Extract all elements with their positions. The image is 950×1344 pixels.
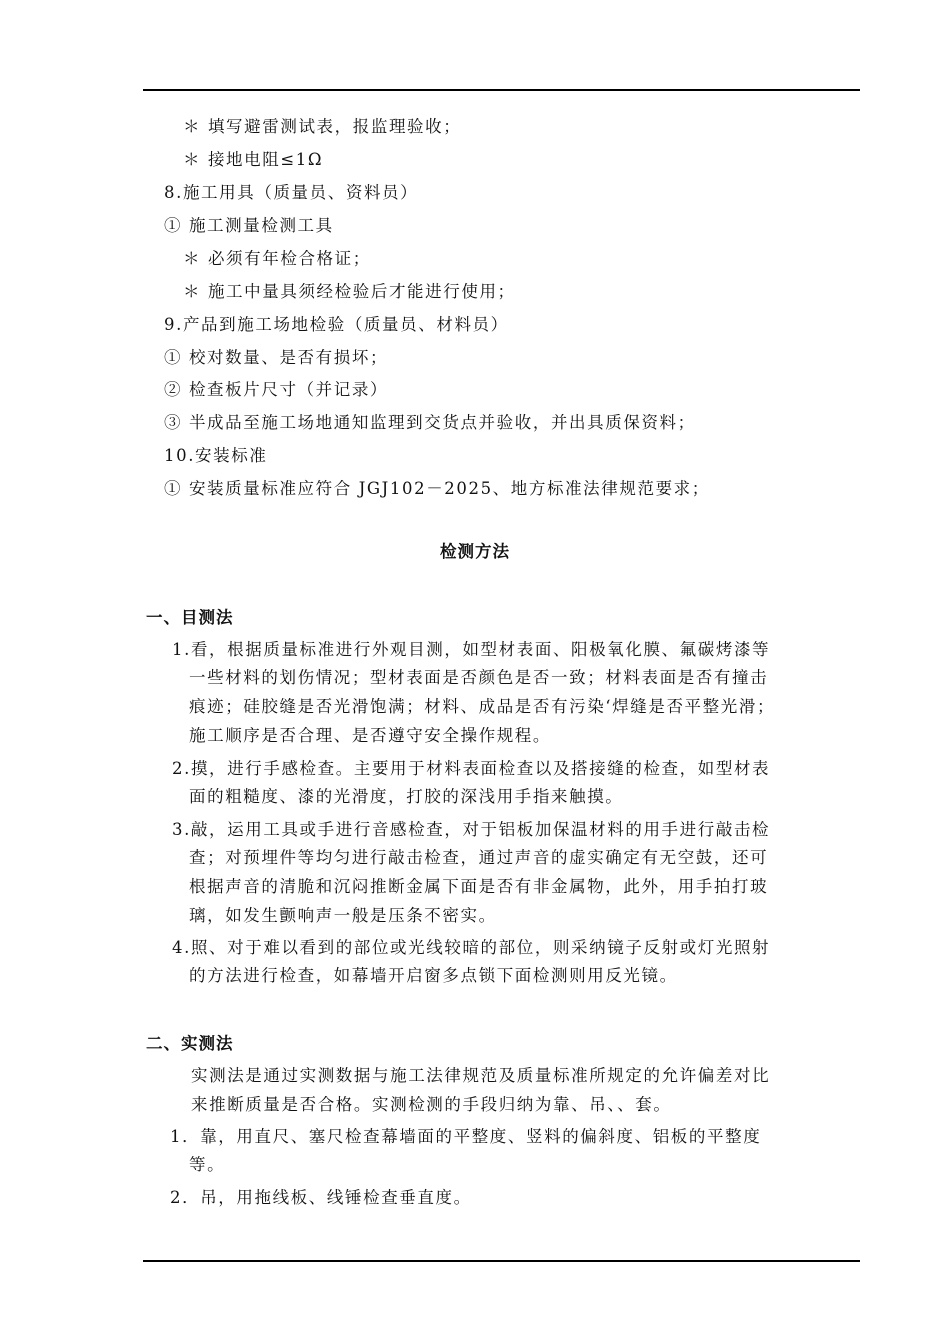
header-rule — [143, 89, 860, 91]
paragraph-line: 查；对预埋件等均匀进行敲击检查，通过声音的虚实确定有无空鼓，还可 — [189, 848, 769, 867]
list-item: ＊ 接地电阻≤1Ω — [183, 150, 324, 169]
list-item: ＊ 填写避雷测试表，报监理验收； — [183, 117, 462, 136]
list-item: ＊ 施工中量具须经检验后才能进行使用； — [183, 282, 516, 301]
paragraph-line: 面的粗糙度、漆的光滑度，打胶的深浅用手指来触摸。 — [189, 787, 624, 806]
list-item: 10.安装标准 — [164, 446, 268, 465]
paragraph-line: 施工顺序是否合理、是否遵守安全操作规程。 — [189, 726, 551, 745]
section-title: 检测方法 — [440, 542, 510, 561]
list-item: ＊ 必须有年检合格证； — [183, 249, 371, 268]
paragraph-line: 来推断质量是否合格。实测检测的手段归纳为靠、吊、、套。 — [191, 1095, 672, 1114]
list-item: 9.产品到施工场地检验（质量员、材料员） — [164, 315, 509, 334]
list-item: ② 检查板片尺寸（并记录） — [164, 380, 389, 399]
list-item: ① 施工测量检测工具 — [164, 216, 334, 235]
visual-method-heading: 一、目测法 — [146, 608, 234, 627]
paragraph-line: 痕迹；硅胶缝是否光滑饱满；材料、成品是否有污染‘焊缝是否平整光滑； — [189, 697, 776, 716]
list-item: ③ 半成品至施工场地通知监理到交货点并验收，并出具质保资料； — [164, 413, 696, 432]
paragraph-line: 的方法进行检查，如幕墙开启窗多点锁下面检测则用反光镜。 — [189, 966, 678, 985]
paragraph-line: 4.照、对于难以看到的部位或光线较暗的部位，则采纳镜子反射或灯光照射 — [172, 938, 771, 957]
paragraph-line: 根据声音的清脆和沉闷推断金属下面是否有非金属物，此外，用手拍打玻 — [189, 877, 769, 896]
paragraph-line: 实测法是通过实测数据与施工法律规范及质量标准所规定的允许偏差对比 — [191, 1066, 771, 1085]
paragraph-line: 2.摸，进行手感检查。主要用于材料表面检查以及搭接缝的检查，如型材表 — [172, 759, 771, 778]
paragraph-line: 1．靠，用直尺、塞尺检查幕墙面的平整度、竖料的偏斜度、铝板的平整度 — [170, 1127, 762, 1146]
footer-rule — [143, 1260, 860, 1262]
paragraph-line: 璃，如发生颤响声一般是压条不密实。 — [189, 906, 497, 925]
measure-method-heading: 二、实测法 — [146, 1034, 234, 1053]
paragraph-line: 3.敲，运用工具或手进行音感检查，对于铝板加保温材料的用手进行敲击检 — [172, 820, 771, 839]
list-item: ① 安装质量标准应符合 JGJ102－2025、地方标准法律规范要求； — [164, 479, 710, 498]
paragraph-line: 2．吊，用拖线板、线锤检查垂直度。 — [170, 1188, 472, 1207]
paragraph-line: 等。 — [189, 1155, 226, 1174]
list-item: 8.施工用具（质量员、资料员） — [164, 183, 419, 202]
list-item: ① 校对数量、是否有损坏； — [164, 348, 389, 367]
paragraph-line: 1.看，根据质量标准进行外观目测，如型材表面、阳极氧化膜、氟碳烤漆等 — [172, 640, 771, 659]
paragraph-line: 一些材料的划伤情况；型材表面是否颜色是否一致；材料表面是否有撞击 — [189, 668, 769, 687]
